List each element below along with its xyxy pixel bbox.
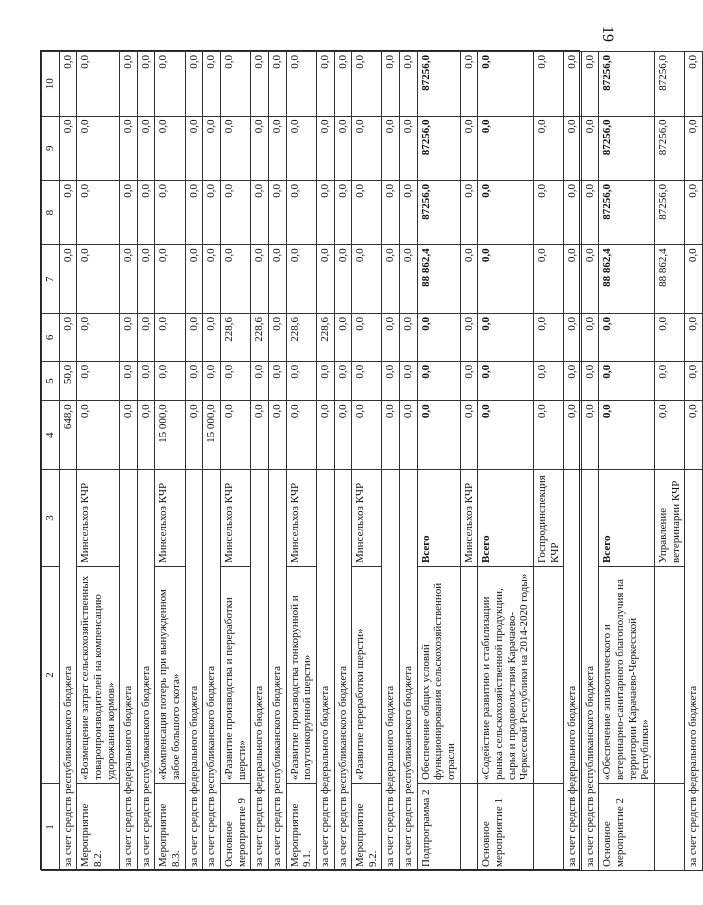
value-cell: 0,0 xyxy=(59,116,77,180)
value-cell: 0,0 xyxy=(286,361,316,401)
value-cell: 0,0 xyxy=(77,401,120,470)
responsible-cell: Минсельхоз КЧР xyxy=(155,470,185,567)
value-cell: 0,0 xyxy=(581,180,599,244)
row-label: за счет средств республиканского бюджета xyxy=(581,470,599,871)
header-cell: 4 xyxy=(42,401,60,470)
value-cell: 0,0 xyxy=(352,52,382,117)
value-cell: 0,0 xyxy=(400,245,418,314)
program-title-cell: «Содействие развитию и стабилизации рынка сельскохозяйственной продукции, сырья и продовольствия Карачаево-Черкесской Республики на 2014-2020 годы» xyxy=(478,567,534,784)
value-cell: 0,0 xyxy=(564,401,582,470)
table-row xyxy=(460,52,478,871)
value-cell: 0,0 xyxy=(478,361,534,401)
table-row xyxy=(352,52,382,871)
value-cell: 0,0 xyxy=(382,361,400,401)
value-cell: 0,0 xyxy=(120,52,138,117)
value-cell: 0,0 xyxy=(478,52,534,117)
value-cell: 0,0 xyxy=(334,116,352,180)
value-cell: 0,0 xyxy=(77,52,120,117)
program-code-cell: Мероприятие 9.2. xyxy=(352,784,382,871)
value-cell: 0,0 xyxy=(251,116,269,180)
table-header-row xyxy=(42,52,60,871)
value-cell: 0,0 xyxy=(251,245,269,314)
value-cell: 0,0 xyxy=(599,313,655,361)
header-cell: 3 xyxy=(42,470,60,567)
table-row xyxy=(478,52,534,871)
value-cell: 0,0 xyxy=(564,245,582,314)
program-title-cell: «Обеспечение эпизоотического и ветеринарно-санитарного благополучия на территории Карачаево-Черкесской Республики» xyxy=(599,567,655,784)
value-cell: 0,0 xyxy=(185,361,203,401)
value-cell: 0,0 xyxy=(59,313,77,361)
header-cell: 5 xyxy=(42,361,60,401)
responsible-cell: Всего xyxy=(599,470,655,567)
header-cell: 7 xyxy=(42,245,60,314)
value-cell: 0,0 xyxy=(155,52,185,117)
value-cell: 0,0 xyxy=(334,401,352,470)
value-cell: 0,0 xyxy=(581,245,599,314)
value-cell: 0,0 xyxy=(203,116,221,180)
value-cell: 0,0 xyxy=(460,401,478,470)
value-cell: 0,0 xyxy=(352,116,382,180)
table-row xyxy=(533,52,563,871)
program-title-cell: «Компенсация потерь при вынужденном забое большого скота» xyxy=(155,567,185,784)
value-cell: 228,6 xyxy=(251,313,269,361)
value-cell: 0,0 xyxy=(286,116,316,180)
value-cell: 0,0 xyxy=(460,361,478,401)
value-cell: 50,0 xyxy=(59,361,77,401)
table-row xyxy=(77,52,120,871)
table-row xyxy=(581,52,599,871)
value-cell: 0,0 xyxy=(599,361,655,401)
value-cell: 0,0 xyxy=(59,245,77,314)
program-code-cell: Мероприятие 9.1. xyxy=(286,784,316,871)
value-cell: 648,0 xyxy=(59,401,77,470)
value-cell: 0,0 xyxy=(268,401,286,470)
header-cell: 1 xyxy=(42,784,60,871)
value-cell: 0,0 xyxy=(59,52,77,117)
value-cell: 88 862,4 xyxy=(417,245,460,314)
value-cell: 0,0 xyxy=(685,245,703,314)
value-cell: 0,0 xyxy=(137,52,155,117)
row-label: за счет средств федерального бюджета xyxy=(316,470,334,871)
value-cell: 0,0 xyxy=(185,180,203,244)
value-cell: 0,0 xyxy=(268,245,286,314)
value-cell: 0,0 xyxy=(685,52,703,117)
value-cell: 0,0 xyxy=(268,180,286,244)
responsible-cell: Минсельхоз КЧР xyxy=(352,470,382,567)
value-cell: 0,0 xyxy=(400,116,418,180)
empty-cell xyxy=(533,784,563,871)
value-cell: 0,0 xyxy=(400,361,418,401)
value-cell: 0,0 xyxy=(685,361,703,401)
row-label: за счет средств федерального бюджета xyxy=(251,470,269,871)
value-cell: 0,0 xyxy=(203,180,221,244)
table-row xyxy=(251,52,269,871)
table-row xyxy=(203,52,221,871)
value-cell: 0,0 xyxy=(268,313,286,361)
table-row xyxy=(268,52,286,871)
value-cell: 87256,0 xyxy=(599,52,655,117)
program-code-cell: Мероприятие 8.3. xyxy=(155,784,185,871)
table-row xyxy=(654,52,684,871)
value-cell: 0,0 xyxy=(185,52,203,117)
value-cell: 0,0 xyxy=(685,180,703,244)
value-cell: 0,0 xyxy=(533,116,563,180)
value-cell: 0,0 xyxy=(581,116,599,180)
budget-table xyxy=(41,51,703,871)
value-cell: 0,0 xyxy=(185,401,203,470)
value-cell: 0,0 xyxy=(334,361,352,401)
value-cell: 0,0 xyxy=(460,116,478,180)
value-cell: 87256,0 xyxy=(599,180,655,244)
value-cell: 0,0 xyxy=(120,180,138,244)
table-row xyxy=(564,52,582,871)
program-title-cell: «Развитие производства и переработки шерсти» xyxy=(221,567,251,784)
table-row xyxy=(137,52,155,871)
value-cell: 87256,0 xyxy=(417,52,460,117)
page-number: 19 xyxy=(599,26,616,42)
value-cell: 0,0 xyxy=(155,313,185,361)
table-row xyxy=(382,52,400,871)
program-code-cell: Мероприятие 8.2. xyxy=(77,784,120,871)
value-cell: 0,0 xyxy=(286,52,316,117)
value-cell: 0,0 xyxy=(316,52,334,117)
value-cell: 0,0 xyxy=(316,116,334,180)
value-cell: 0,0 xyxy=(460,52,478,117)
value-cell: 0,0 xyxy=(533,245,563,314)
value-cell: 0,0 xyxy=(382,245,400,314)
value-cell: 88 862,4 xyxy=(599,245,655,314)
value-cell: 0,0 xyxy=(478,313,534,361)
program-title-cell: «Возмещение затрат сельскохозяйственных товаропроизводителей на компенсацию удорожания кормов» xyxy=(77,567,120,784)
value-cell: 0,0 xyxy=(352,361,382,401)
value-cell: 0,0 xyxy=(400,180,418,244)
value-cell: 87256,0 xyxy=(654,52,684,117)
value-cell: 0,0 xyxy=(203,245,221,314)
value-cell: 0,0 xyxy=(478,401,534,470)
value-cell: 0,0 xyxy=(533,401,563,470)
value-cell: 0,0 xyxy=(478,245,534,314)
responsible-cell: Всего xyxy=(417,470,460,567)
header-cell: 8 xyxy=(42,180,60,244)
value-cell: 15 000,0 xyxy=(203,401,221,470)
value-cell: 0,0 xyxy=(286,245,316,314)
header-cell: 10 xyxy=(42,52,60,117)
value-cell: 0,0 xyxy=(417,361,460,401)
table-row xyxy=(185,52,203,871)
value-cell: 0,0 xyxy=(251,401,269,470)
value-cell: 0,0 xyxy=(460,180,478,244)
value-cell: 0,0 xyxy=(564,116,582,180)
value-cell: 0,0 xyxy=(203,52,221,117)
row-label: за счет средств федерального бюджета xyxy=(685,470,703,871)
row-label: за счет средств республиканского бюджета xyxy=(268,470,286,871)
value-cell: 0,0 xyxy=(581,401,599,470)
value-cell: 0,0 xyxy=(77,361,120,401)
value-cell: 0,0 xyxy=(581,361,599,401)
value-cell: 0,0 xyxy=(564,180,582,244)
program-code-cell: Основное мероприятие 9 xyxy=(221,784,251,871)
value-cell: 0,0 xyxy=(120,313,138,361)
value-cell: 0,0 xyxy=(120,116,138,180)
program-title-cell: «Развитие производства тонкорунной и полутонкорунной шерсти» xyxy=(286,567,316,784)
value-cell: 0,0 xyxy=(120,361,138,401)
value-cell: 0,0 xyxy=(685,116,703,180)
value-cell: 87256,0 xyxy=(599,116,655,180)
value-cell: 0,0 xyxy=(77,116,120,180)
value-cell: 0,0 xyxy=(316,245,334,314)
value-cell: 0,0 xyxy=(460,313,478,361)
responsible-cell: Минсельхоз КЧР xyxy=(77,470,120,567)
value-cell: 0,0 xyxy=(286,180,316,244)
value-cell: 0,0 xyxy=(203,361,221,401)
value-cell: 0,0 xyxy=(286,401,316,470)
row-label: за счет средств республиканского бюджета xyxy=(203,470,221,871)
value-cell: 0,0 xyxy=(400,401,418,470)
responsible-cell: Минсельхоз КЧР xyxy=(286,470,316,567)
row-label: за счет средств федерального бюджета xyxy=(120,470,138,871)
value-cell: 0,0 xyxy=(251,180,269,244)
row-label: за счет средств федерального бюджета xyxy=(564,470,582,871)
value-cell: 0,0 xyxy=(137,361,155,401)
row-label: за счет средств федерального бюджета xyxy=(382,470,400,871)
value-cell: 0,0 xyxy=(77,245,120,314)
value-cell: 0,0 xyxy=(564,313,582,361)
empty-cell xyxy=(654,567,684,784)
rotated-table-container xyxy=(41,51,700,871)
program-code-cell: Основное мероприятие 2 xyxy=(599,784,655,871)
value-cell: 0,0 xyxy=(137,180,155,244)
table-row xyxy=(599,52,655,871)
responsible-cell: Всего xyxy=(478,470,534,567)
row-label: за счет средств федерального бюджета xyxy=(185,470,203,871)
value-cell: 0,0 xyxy=(400,52,418,117)
value-cell: 0,0 xyxy=(155,361,185,401)
table-row xyxy=(221,52,251,871)
value-cell: 228,6 xyxy=(316,313,334,361)
value-cell: 0,0 xyxy=(685,401,703,470)
document-table-frame xyxy=(40,50,700,870)
value-cell: 0,0 xyxy=(221,52,251,117)
value-cell: 0,0 xyxy=(185,245,203,314)
value-cell: 0,0 xyxy=(316,401,334,470)
value-cell: 0,0 xyxy=(334,313,352,361)
value-cell: 0,0 xyxy=(685,313,703,361)
table-row xyxy=(417,52,460,871)
value-cell: 0,0 xyxy=(155,180,185,244)
empty-cell xyxy=(654,784,684,871)
value-cell: 0,0 xyxy=(382,52,400,117)
value-cell: 0,0 xyxy=(334,180,352,244)
value-cell: 0,0 xyxy=(120,245,138,314)
table-row xyxy=(400,52,418,871)
value-cell: 0,0 xyxy=(268,52,286,117)
value-cell: 87256,0 xyxy=(417,116,460,180)
value-cell: 0,0 xyxy=(334,52,352,117)
value-cell: 87256,0 xyxy=(654,180,684,244)
value-cell: 0,0 xyxy=(155,116,185,180)
value-cell: 0,0 xyxy=(251,361,269,401)
value-cell: 0,0 xyxy=(581,313,599,361)
program-code-cell: Основное мероприятие 1 xyxy=(478,784,534,871)
value-cell: 0,0 xyxy=(203,313,221,361)
value-cell: 0,0 xyxy=(654,361,684,401)
value-cell: 0,0 xyxy=(478,180,534,244)
value-cell: 0,0 xyxy=(352,180,382,244)
empty-cell xyxy=(460,567,478,784)
value-cell: 0,0 xyxy=(185,116,203,180)
value-cell: 0,0 xyxy=(382,401,400,470)
value-cell: 0,0 xyxy=(316,180,334,244)
value-cell: 0,0 xyxy=(316,361,334,401)
value-cell: 0,0 xyxy=(268,361,286,401)
value-cell: 0,0 xyxy=(334,245,352,314)
table-body xyxy=(59,52,702,871)
empty-cell xyxy=(460,784,478,871)
program-title-cell: «Развитие переработки шерсти» xyxy=(352,567,382,784)
value-cell: 0,0 xyxy=(533,180,563,244)
table-row xyxy=(334,52,352,871)
value-cell: 0,0 xyxy=(533,313,563,361)
value-cell: 0,0 xyxy=(137,245,155,314)
value-cell: 0,0 xyxy=(460,245,478,314)
table-row xyxy=(685,52,703,871)
header-cell: 2 xyxy=(42,567,60,784)
value-cell: 0,0 xyxy=(564,52,582,117)
value-cell: 0,0 xyxy=(221,401,251,470)
value-cell: 0,0 xyxy=(417,401,460,470)
value-cell: 228,6 xyxy=(286,313,316,361)
value-cell: 0,0 xyxy=(352,401,382,470)
program-title-cell: Обеспечение общих условий функционирования сельскохозяйственной отрасли xyxy=(417,567,460,784)
value-cell: 228,6 xyxy=(221,313,251,361)
value-cell: 0,0 xyxy=(268,116,286,180)
value-cell: 0,0 xyxy=(155,245,185,314)
row-label: за счет средств республиканского бюджета xyxy=(334,470,352,871)
value-cell: 0,0 xyxy=(478,116,534,180)
program-code-cell: Подпрограмма 2 xyxy=(417,784,460,871)
value-cell: 0,0 xyxy=(221,245,251,314)
row-label: за счет средств республиканского бюджета xyxy=(59,470,77,871)
value-cell: 0,0 xyxy=(77,313,120,361)
value-cell: 0,0 xyxy=(352,245,382,314)
value-cell: 0,0 xyxy=(137,313,155,361)
responsible-cell: Госпродинспекция КЧР xyxy=(533,470,563,567)
value-cell: 0,0 xyxy=(221,180,251,244)
value-cell: 0,0 xyxy=(221,116,251,180)
value-cell: 0,0 xyxy=(564,361,582,401)
value-cell: 15 000,0 xyxy=(155,401,185,470)
value-cell: 0,0 xyxy=(77,180,120,244)
responsible-cell: Управление ветеринарии КЧР xyxy=(654,470,684,567)
value-cell: 0,0 xyxy=(251,52,269,117)
value-cell: 0,0 xyxy=(417,313,460,361)
value-cell: 0,0 xyxy=(599,401,655,470)
value-cell: 0,0 xyxy=(352,313,382,361)
value-cell: 0,0 xyxy=(400,313,418,361)
row-label: за счет средств республиканского бюджета xyxy=(400,470,418,871)
table-row xyxy=(59,52,77,871)
value-cell: 87256,0 xyxy=(417,180,460,244)
value-cell: 87256,0 xyxy=(654,116,684,180)
header-cell: 6 xyxy=(42,313,60,361)
value-cell: 0,0 xyxy=(59,180,77,244)
header-cell: 9 xyxy=(42,116,60,180)
value-cell: 0,0 xyxy=(533,52,563,117)
value-cell: 0,0 xyxy=(221,361,251,401)
table-row xyxy=(286,52,316,871)
value-cell: 0,0 xyxy=(137,401,155,470)
value-cell: 0,0 xyxy=(382,116,400,180)
responsible-cell: Минсельхоз КЧР xyxy=(221,470,251,567)
value-cell: 88 862,4 xyxy=(654,245,684,314)
value-cell: 0,0 xyxy=(120,401,138,470)
value-cell: 0,0 xyxy=(533,361,563,401)
table-row xyxy=(155,52,185,871)
value-cell: 0,0 xyxy=(382,180,400,244)
value-cell: 0,0 xyxy=(382,313,400,361)
table-row xyxy=(120,52,138,871)
value-cell: 0,0 xyxy=(581,52,599,117)
empty-cell xyxy=(533,567,563,784)
value-cell: 0,0 xyxy=(654,401,684,470)
value-cell: 0,0 xyxy=(137,116,155,180)
row-label: за счет средств республиканского бюджета xyxy=(137,470,155,871)
table-row xyxy=(316,52,334,871)
value-cell: 0,0 xyxy=(654,313,684,361)
value-cell: 0,0 xyxy=(185,313,203,361)
responsible-cell: Минсельхоз КЧР xyxy=(460,470,478,567)
